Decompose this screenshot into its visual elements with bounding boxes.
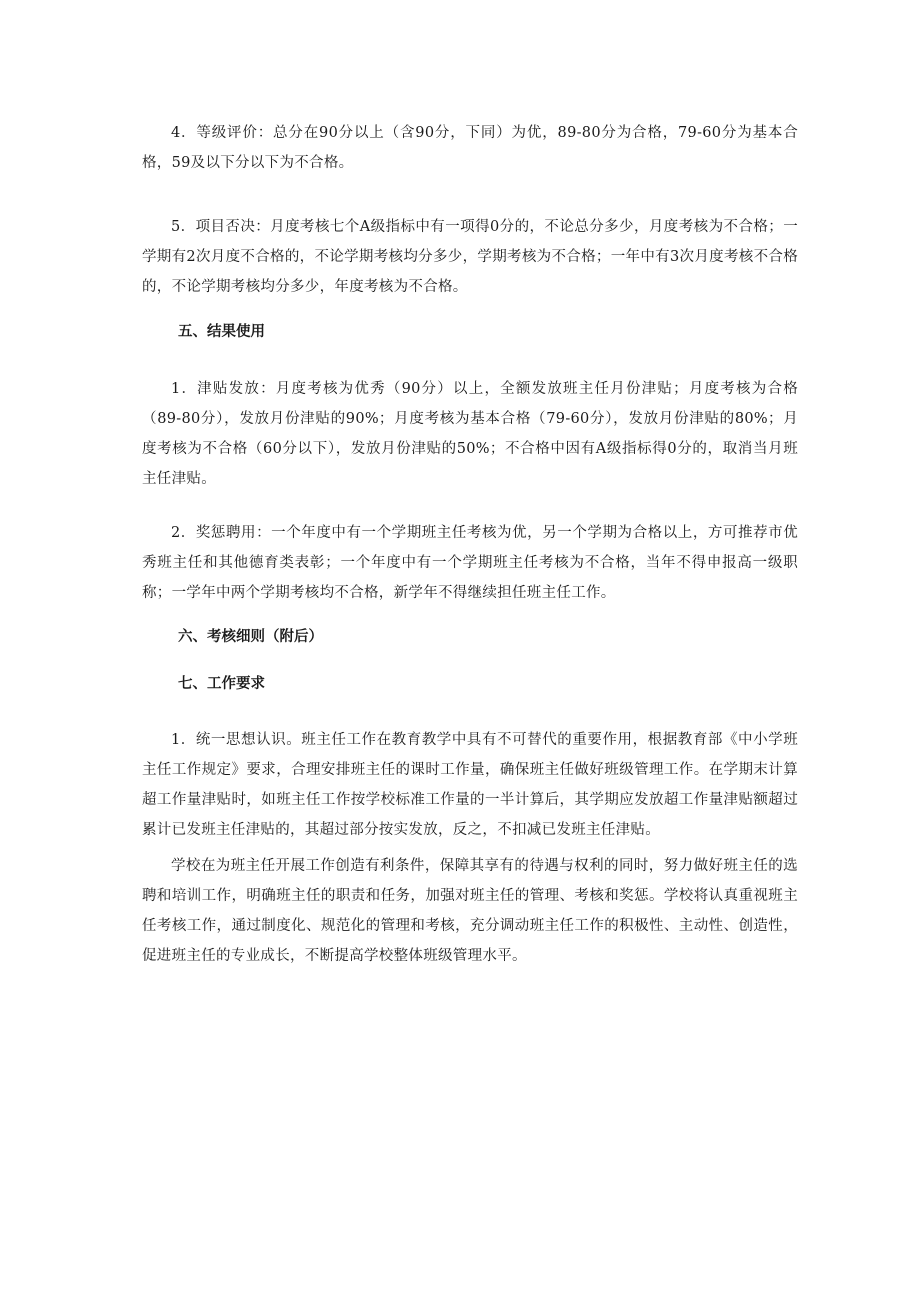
- paragraph-item-veto: 5．项目否决：月度考核七个A级指标中有一项得0分的，不论总分多少，月度考核为不合格；一学期有2次月度不合格的，不论学期考核均分多少，学期考核为不合格；一年中有3次月度考核不合格的，不论学期考核均分多少，年度考核为不合格。: [142, 219, 798, 295]
- paragraph-grade-evaluation: 4．等级评价：总分在90分以上（含90分，下同）为优，89-80分为合格，79-60分为基本合格，59及以下分以下为不合格。: [142, 125, 798, 171]
- paragraph-closing-statement: 学校在为班主任开展工作创造有利条件，保障其享有的待遇与权利的同时，努力做好班主任的选聘和培训工作，明确班主任的职责和任务，加强对班主任的管理、考核和奖惩。学校将认真重视班主任考核工作，通过制度化、规范化的管理和考核，充分调动班主任工作的积极性、主动性、创造性，促进班主任的专业成长，不断提高学校整体班级管理水平。: [142, 858, 798, 964]
- section-heading-assessment-details: 六、考核细则（附后）: [178, 629, 323, 645]
- paragraph-rewards-appointment: 2．奖惩聘用：一个年度中有一个学期班主任考核为优，另一个学期为合格以上，方可推荐市优秀班主任和其他德育类表彰；一个年度中有一个学期班主任考核为不合格，当年不得申报高一级职称；一学年中两个学期考核均不合格，新学年不得继续担任班主任工作。: [142, 525, 798, 601]
- section-heading-result-use: 五、结果使用: [178, 324, 265, 340]
- section-heading-work-requirements: 七、工作要求: [178, 676, 265, 692]
- paragraph-unify-thinking: 1．统一思想认识。班主任工作在教育教学中具有不可替代的重要作用，根据教育部《中小学班主任工作规定》要求，合理安排班主任的课时工作量，确保班主任做好班级管理工作。在学期末计算超工作量津贴时，如班主任工作按学校标准工作量的一半计算后，其学期应发放超工作量津贴额超过累计已发班主任津贴的，其超过部分按实发放，反之，不扣减已发班主任津贴。: [142, 732, 798, 838]
- paragraph-allowance-payment: 1．津贴发放：月度考核为优秀（90分）以上，全额发放班主任月份津贴；月度考核为合格（89-80分），发放月份津贴的90%；月度考核为基本合格（79-60分），发放月份津贴的80%；月度考核为不合格（60分以下），发放月份津贴的50%；不合格中因有A级指标得0分的，取消当月班主任津贴。: [142, 381, 798, 487]
